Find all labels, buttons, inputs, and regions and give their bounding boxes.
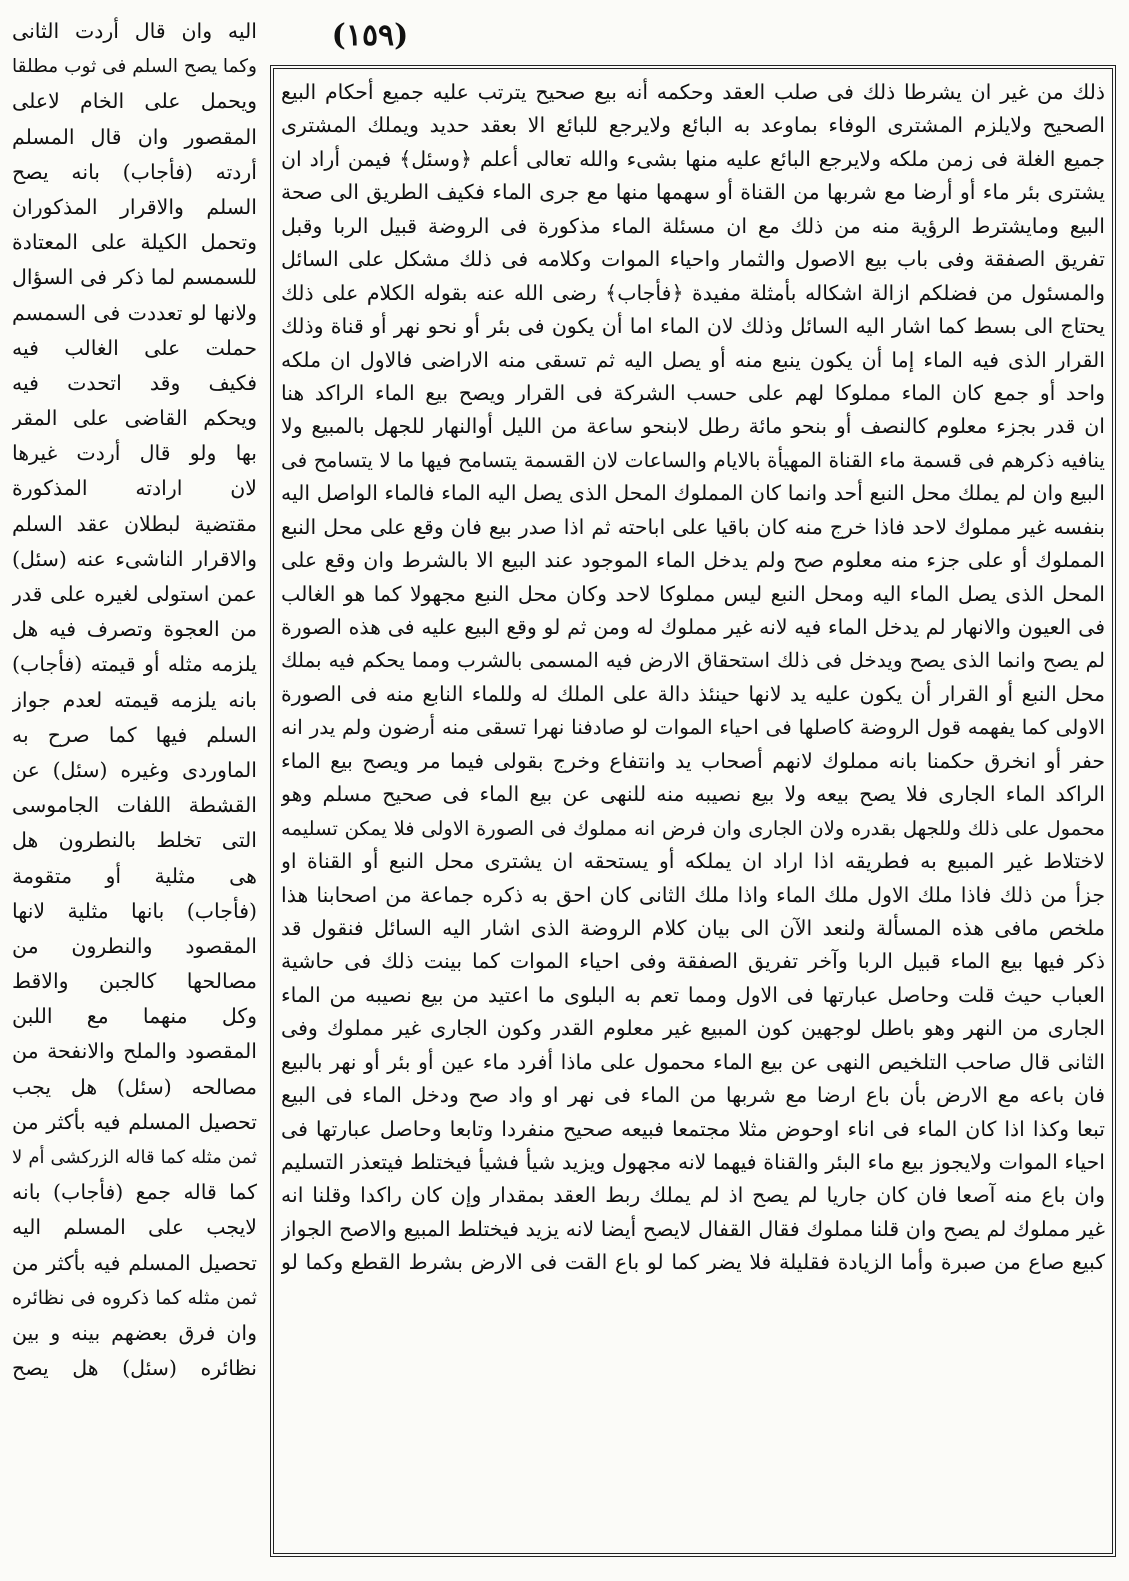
main-text-line: والمسئول من فضلكم ازالة اشكاله بأمثلة مفيدة ﴿فأجاب﴾ رضى الله عنه بقوله الكلام على ذلك (281, 280, 1105, 305)
margin-text-line: المقصور وان قال المسلم (12, 124, 257, 149)
margin-text-line: وان فرق بعضهم بينه و بين (12, 1320, 257, 1345)
main-text-line: المحل الذى يصل الماء اليه ومحل النبع ليس مملوكا لاحد وكان محل النبع مجهولا كما هو الغالب (281, 581, 1105, 606)
margin-text-line: كما قاله جمع (فأجاب) بانه (12, 1180, 257, 1205)
margin-text-line: نظائره (سئل) هل يصح (12, 1356, 257, 1381)
main-text-column (281, 76, 1105, 1548)
margin-text-line: للسمسم لما ذكر فى السؤال (12, 265, 257, 290)
margin-text-line: عمن استولى لغيره على قدر (12, 582, 257, 606)
main-text-line: فى العيون والانهار لم يدخل الماء فيه لانه غير مملوك له ومن ثم لو وقع البيع عليه فى هذه الصورة (281, 615, 1105, 639)
main-text-line: احياء الموات ولايجوز بيع ماء البئر والقناة فيهما لانه مجهول ويزيد شيأ فشيأ فيختلط فيتعذر التسليم (281, 1150, 1105, 1174)
margin-text-line: حملت على الغالب فيه (12, 335, 257, 360)
page-number: (١٥٩) (331, 18, 409, 53)
main-text-line: الجارى من النهر وهو باطل لوجهين كون المبيع غير معلوم القدر وكون الجارى غير مملوك وفى (281, 1016, 1105, 1041)
main-text-line: بنفسه غير مملوك لاحد فاذا خرج منه كان باقيا على اباحته ثم اذا صدر بيع فان وقع على محل النبع (281, 514, 1105, 539)
main-text-line: كبيع صاع من صبرة وأما الزيادة فقليلة فلا يضر كما لو باع القت فى الارض بشرط القطع وكما لو (281, 1250, 1105, 1275)
margin-text-line: التى تخلط بالنطرون هل (12, 828, 257, 853)
main-text-line: البيع ومايشترط الرؤية منه من ذلك مع ان مسئلة الماء مذكورة فى الروضة قبيل الربا وقبل (281, 213, 1105, 238)
main-text-line: جزأ من ذلك فاذا ملك الاول ملك الماء واذا ملك الثانى كان احق به ذكره جماعة من اصحابنا هذا (281, 882, 1105, 907)
main-text-line: الراكد الماء الجارى فلا يصح بيعه ولا بيع نصيبه منه للنهى عن بيع الماء فى صحيح مسلم وهو (281, 782, 1105, 807)
main-text-line: وان باع منه آصعا فان كان جاريا لم يصح اذ لم يملك ربط العقد بمقدار وإن كان راكدا وقلنا انه (281, 1183, 1105, 1208)
main-text-line: فان باعه مع الارض بأن باع ارضا مع شربها من الماء فى نهر او واد صح ودخل الماء فى البيع (281, 1083, 1105, 1108)
margin-text-line: ولانها لو تعددت فى السمسم (12, 300, 257, 325)
margin-text-line: ويحمل على الخام لاعلى (12, 89, 257, 114)
margin-text-line: مصالحها كالجبن والاقط (12, 969, 257, 994)
main-text-line: لم يصح وانما الذى يصح ويدخل فى ذلك استحقاق الارض فيه المسمى بالشرب ومما يحكم فيه بملك (281, 648, 1105, 673)
margin-text-line: والاقرار الناشىء عنه (سئل) (12, 546, 257, 571)
margin-text-line: الماوردى وغيره (سئل) عن (12, 757, 257, 782)
main-text-line: الثانى قال صاحب التلخيص النهى عن بيع الماء محمول على ماذا أفرد ماء عين أو بئر أو نهر بالبيع (281, 1049, 1105, 1074)
main-text-line: العباب حيث قلت وحاصل عبارتها فى الاول ومما تعم به البلوى ما اعتيد من بيع نصيبه من الماء (281, 982, 1105, 1007)
margin-text-line: بانه يلزمه قيمته لعدم جواز (12, 687, 257, 712)
margin-text-line: هى مثلية أو متقومة (12, 863, 257, 888)
margin-text-line: السلم والاقرار المذكوران (12, 194, 257, 219)
margin-text-line: القشطة اللفات الجاموسى (12, 793, 257, 818)
margin-text-line: المقصود والملح والانفحة من (12, 1039, 257, 1064)
main-text-line: المملوك أو على جزء منه معلوم صح ولم يدخل الماء الموجود عند البيع الا بالشرط وان وقع على (281, 548, 1105, 573)
main-text-line: ان قدر بجزء معلوم كالنصف أو بنحو مائة رطل لابنحو ساعة من الليل أوالنهار للجهل بالمبيع ولا (281, 414, 1105, 439)
margin-text-line: المقصود والنطرون من (12, 933, 257, 958)
main-text-line: واحد أو جمع كان الماء مملوكا لهم على حسب الشركة فى القرار ويصح بيع الماء الراكد هنا (281, 380, 1105, 405)
main-text-line: القرار الذى فيه الماء إما أن يكون ينبع منه أو يصل اليه ثم تسقى منه الاراضى فالاول ان ملكه (281, 347, 1105, 372)
main-text-line: الصحيح ولايلزم المشترى الوفاء بماوعد به البائع ولايرجع للبائع الا بعقد حديد ويملك المشترى (281, 113, 1105, 138)
main-text-line: غير مملوك لم يصح وان قلنا مملوك فقال القفال لايصح أيضا لانه يزيد فيختلط المبيع والاصح الجواز (281, 1216, 1105, 1241)
margin-text-line: يلزمه مثله أو قيمته (فأجاب) (12, 652, 257, 677)
main-text-line: الاولى كما يفهمه قول الروضة كاصلها فى احياء الموات لو صادفنا نهرا تسقى منه أرضون ولم يدر انه (281, 715, 1105, 740)
margin-text-line: ثمن مثله كما ذكروه فى نظائره (12, 1286, 257, 1309)
main-text-line: محل النبع أو القرار أن يكون عليه يد لانها حينئذ دالة على الملك له وللماء النابع منه فى الصورة (281, 681, 1105, 706)
margin-text-line: وكما يصح السلم فى ثوب مطلقا (12, 56, 257, 78)
main-text-line: حفر أو انخرق حكمنا بانه مملوك لانهم أصحاب يد وانتفاع وخرج بقولى فيما مر ويصح بيع الماء (281, 748, 1105, 773)
margin-text-line: تحصيل المسلم فيه بأكثر من (12, 1250, 257, 1275)
main-text-line: ذلك من غير ان يشرطا ذلك فى صلب العقد وحكمه أنه بيع صحيح يترتب عليه جميع أحكام البيع (281, 80, 1105, 104)
main-text-line: لاختلاط غير المبيع به فطريقه اذا اراد ان يملكه أو يستحقه ان يشترى محل النبع أو القناة او (281, 849, 1105, 874)
main-text-line: تبعا وكذا اذا كان الماء فى اناء اوحوض مثلا مجتمعا فبيعه صحيح منفردا وتابعا وحاصل عبارتها فى (281, 1116, 1105, 1141)
margin-commentary-column (12, 14, 257, 1564)
margin-text-line: من العجوة وتصرف فيه هل (12, 617, 257, 642)
margin-text-line: فكيف وقد اتحدت فيه (12, 370, 257, 395)
main-text-line: البيع وان لم يملك محل النبع أحد وانما كان المملوك المحل الذى يصل اليه الماء فالماء الواصل اليه (281, 481, 1105, 506)
margin-text-line: وكل منهما مع اللبن (12, 1004, 257, 1029)
main-text-line: جميع الغلة فى زمن ملكه ولايرجع البائع عليه منها بشىء والله تعالى أعلم ﴿وسئل﴾ فيمن أراد ان (281, 146, 1105, 171)
margin-text-line: مصالحه (سئل) هل يجب (12, 1074, 257, 1099)
margin-text-line: السلم فيها كما صرح به (12, 722, 257, 747)
margin-text-line: تحصيل المسلم فيه بأكثر من (12, 1109, 257, 1134)
main-text-line: يشترى بئر ماء أو أرضا مع شربها من القناة أو سهمها منها مع جرى الماء فكيف الطريق الى صحة (281, 180, 1105, 205)
margin-text-line: مقتضية لبطلان عقد السلم (12, 511, 257, 536)
margin-text-line: أردته (فأجاب) بانه يصح (12, 159, 257, 184)
margin-text-line: ثمن مثله كما قاله الزركشى أم لا (12, 1147, 257, 1168)
margin-text-line: وتحمل الكيلة على المعتادة (12, 230, 257, 255)
margin-text-line: لان ارادته المذكورة (12, 476, 257, 501)
margin-text-line: لايجب على المسلم اليه (12, 1215, 257, 1240)
margin-text-line: اليه وان قال أردت الثانى (12, 19, 257, 43)
margin-text-line: (فأجاب) بانها مثلية لانها (12, 898, 257, 923)
main-text-line: ذكر فيها بيع الماء قبيل الربا وآخر تفريق الصفقة وفى احياء الموات كما بينت ذلك فى حاشية (281, 949, 1105, 974)
main-text-line: تفريق الصفقة وفى باب بيع الاصول والثمار واحياء الموات وكلامه فى ذلك مشكل على السائل (281, 247, 1105, 272)
main-text-line: ينافيه ذكرهم فى قسمة ماء القناة المهيأة بالايام والساعات لان القسمة يتسامح فيها ما لا يتسامح فى (281, 447, 1105, 472)
margin-text-line: ويحكم القاضى على المقر (12, 406, 257, 431)
margin-text-line: بها ولو قال أردت غيرها (12, 441, 257, 466)
main-text-line: ملخص مافى هذه المسألة ولنعد الآن الى بيان كلام الروضة الذى اشار اليه السائل فنقول قد (281, 915, 1105, 940)
main-text-line: محمول على ذلك وللجهل بقدره ولان الجارى وان فرض انه مملوك فى الصورة الاولى فلا يمكن تسليمه (281, 816, 1105, 840)
main-text-line: يحتاج الى بسط كما اشار اليه السائل وذلك لان الماء اما أن يكون فى بئر أو نحو نهر أو قناة وذلك (281, 314, 1105, 339)
